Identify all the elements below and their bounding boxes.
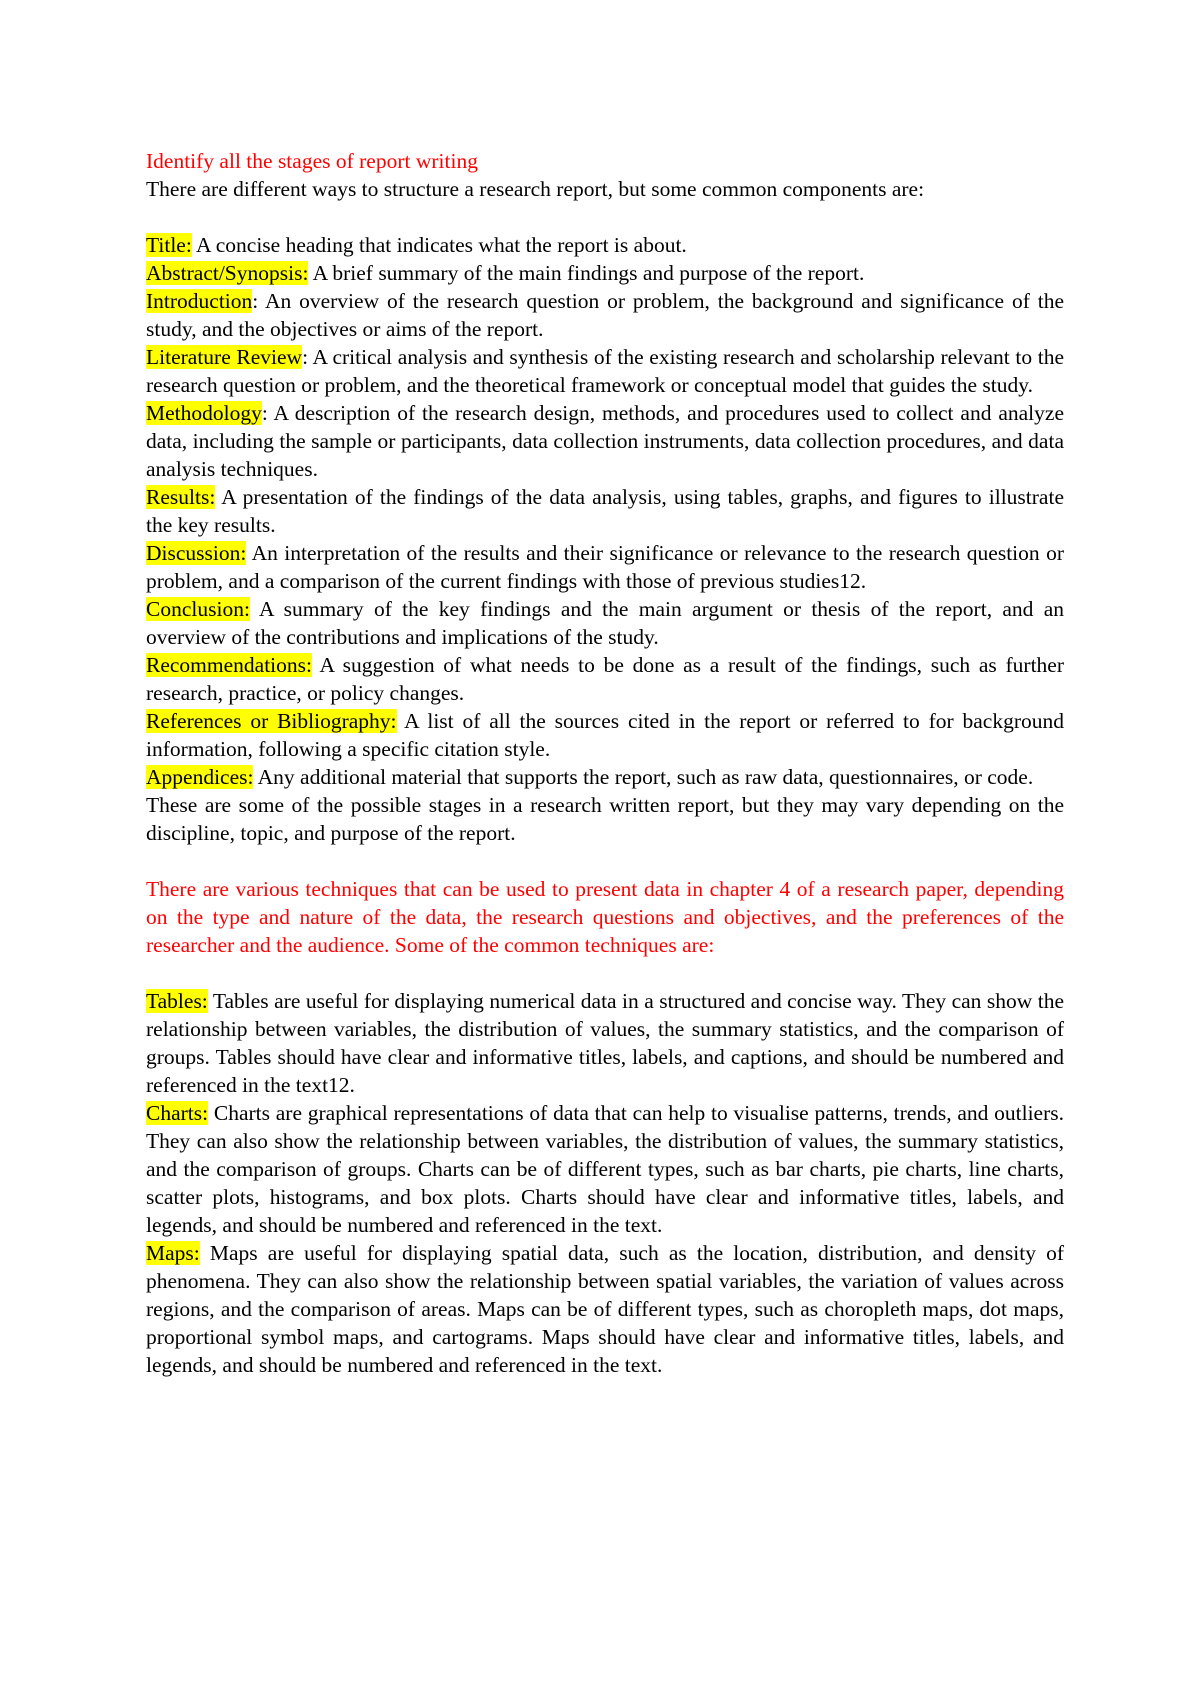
stage-item-abstract (146, 259, 1064, 287)
stage-term: Appendices: (146, 765, 254, 789)
stage-term: Title: (146, 233, 192, 257)
stage-description: : A critical analysis and synthesis of the existing research and scholarship relevant to the research question or problem, and the theoretical framework or conceptual model that guides the study. (146, 345, 1065, 397)
section-title: Identify all the stages of report writing (146, 149, 478, 173)
stage-term: Literature Review (146, 345, 303, 369)
stage-item-recommendations (146, 651, 1064, 707)
stage-item-literature-review (146, 343, 1064, 399)
stage-item-methodology (146, 399, 1064, 483)
stage-item-appendices (146, 763, 1064, 791)
stage-description: A presentation of the findings of the data analysis, using tables, graphs, and figures to illustrate the key results. (146, 485, 1064, 537)
stage-description: A concise heading that indicates what the report is about. (191, 233, 687, 257)
stage-term: Discussion: (146, 541, 247, 565)
stage-description: Any additional material that supports the report, such as raw data, questionnaires, or code. (253, 765, 1034, 789)
stage-term: Results: (146, 485, 216, 509)
technique-item-maps (146, 1239, 1064, 1379)
stage-term: References or Bibliography: (146, 709, 397, 733)
techniques-intro: There are various techniques that can be used to present data in chapter 4 of a research paper, depending on the type and nature of the data, the research questions and objectives, and the preferences of the researcher and the audience. Some of the common techniques are: (146, 877, 1064, 957)
technique-description: Tables are useful for displaying numerical data in a structured and concise way. They can show the relationship between variables, the distribution of values, the summary statistics, and the comparison of groups. Tables should have clear and informative titles, labels, and captions, and should be numbered and referenced in the text12. (146, 989, 1064, 1097)
technique-term: Tables: (146, 989, 208, 1013)
section-intro: There are different ways to structure a research report, but some common components are: (146, 177, 925, 201)
stage-term: Recommendations: (146, 653, 312, 677)
document-body (146, 147, 1064, 1379)
stage-item-introduction (146, 287, 1064, 343)
stage-item-title (146, 231, 1064, 259)
spacer (146, 959, 1064, 987)
technique-description: Maps are useful for displaying spatial data, such as the location, distribution, and density of phenomena. They can also show the relationship between spatial variables, the variation of values across regions, and the comparison of areas. Maps can be of different types, such as choropleth maps, dot maps, proportional symbol maps, and cartograms. Maps should have clear and informative titles, labels, and legends, and should be numbered and referenced in the text. (146, 1241, 1064, 1377)
section-closing: These are some of the possible stages in a research written report, but they may vary depending on the discipline, topic, and purpose of the report. (146, 793, 1064, 845)
stage-description: An interpretation of the results and their significance or relevance to the research question or problem, and a comparison of the current findings with those of previous studies12. (146, 541, 1064, 593)
stage-term: Conclusion: (146, 597, 250, 621)
technique-term: Maps: (146, 1241, 200, 1265)
technique-item-tables (146, 987, 1064, 1099)
stage-term: Introduction (146, 289, 253, 313)
technique-term: Charts: (146, 1101, 209, 1125)
stage-description: A summary of the key findings and the main argument or thesis of the report, and an overview of the contributions and implications of the study. (146, 597, 1064, 649)
stage-item-results (146, 483, 1064, 539)
stage-item-conclusion (146, 595, 1064, 651)
stage-description: : A description of the research design, methods, and procedures used to collect and analyze data, including the sample or participants, data collection instruments, data collection procedures, and data analysis techniques. (146, 401, 1064, 481)
stage-description: : An overview of the research question or problem, the background and significance of the study, and the objectives or aims of the report. (146, 289, 1064, 341)
stage-description: A suggestion of what needs to be done as a result of the findings, such as further research, practice, or policy changes. (146, 653, 1064, 705)
technique-item-charts (146, 1099, 1064, 1239)
stage-item-discussion (146, 539, 1064, 595)
stage-description: A list of all the sources cited in the report or referred to for background information, following a specific citation style. (146, 709, 1064, 761)
technique-description: Charts are graphical representations of data that can help to visualise patterns, trends, and outliers. They can also show the relationship between variables, the distribution of values, the summary statistics, and the comparison of groups. Charts can be of different types, such as bar charts, pie charts, line charts, scatter plots, histograms, and box plots. Charts should have clear and informative titles, labels, and legends, and should be numbered and referenced in the text. (146, 1101, 1064, 1237)
stage-item-references (146, 707, 1064, 763)
spacer (146, 203, 1064, 231)
stage-description: A brief summary of the main findings and purpose of the report. (308, 261, 865, 285)
stage-term: Abstract/Synopsis: (146, 261, 309, 285)
spacer (146, 847, 1064, 875)
stage-term: Methodology (146, 401, 262, 425)
